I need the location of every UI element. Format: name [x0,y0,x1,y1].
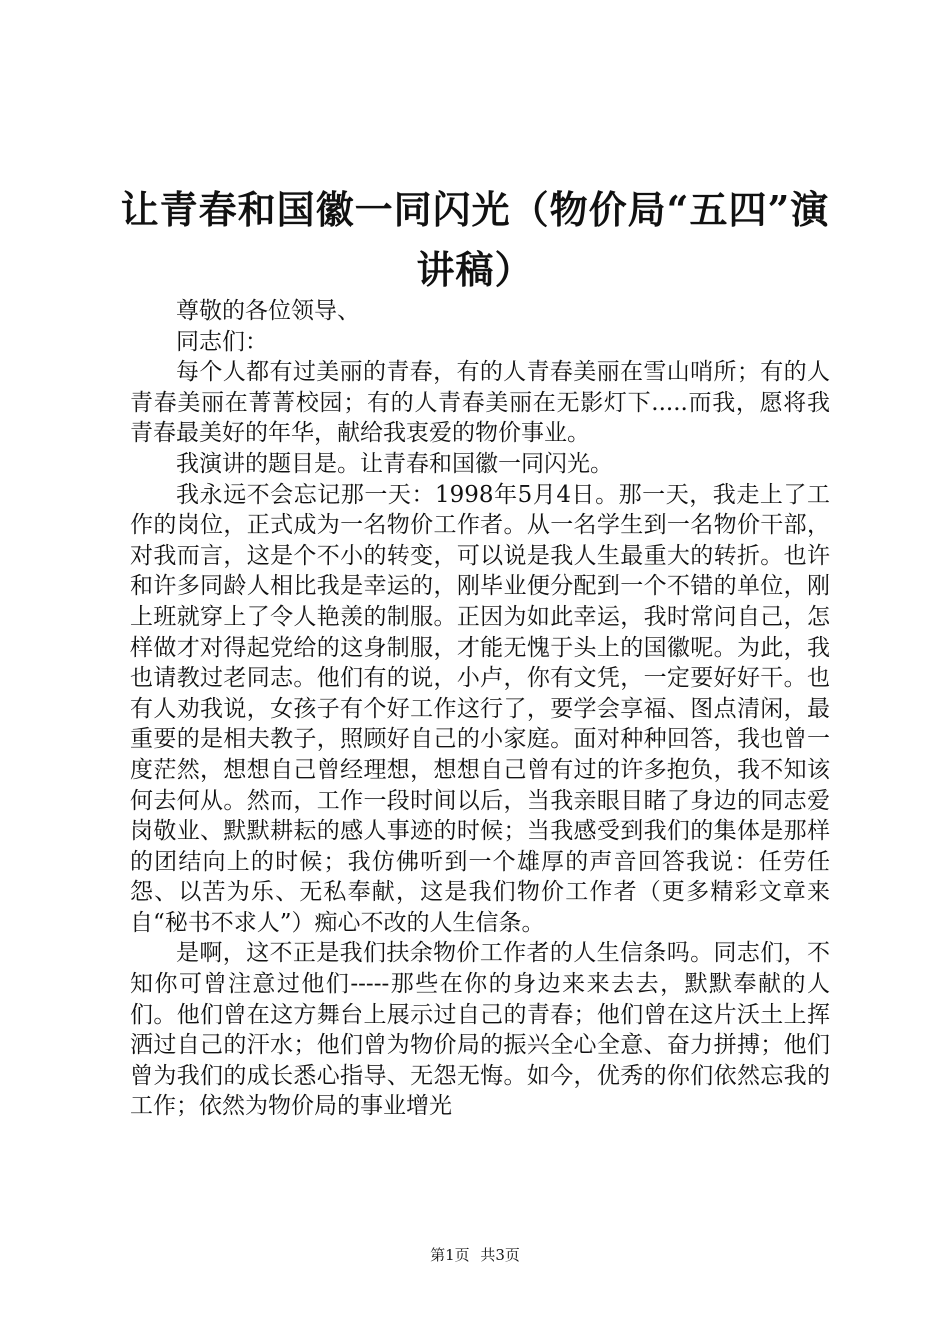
page-footer [0,1245,950,1265]
salutation-line-2: 同志们： [176,328,268,355]
salutation-line-1: 尊敬的各位领导、 [176,298,360,324]
page-number: 第1页 [430,1246,470,1264]
document-title: 让青春和国徽一同闪光（物价局“五四”演讲稿） [120,187,830,292]
paragraph-intro: 每个人都有过美丽的青春，有的人青春美丽在雪山哨所；有的人青春美丽在菁菁校园；有的人青春美丽在无影灯下.....而我，愿将我青春最美好的年华，献给我衷爱的物价事业。 [130,359,830,447]
paragraph-topic: 我演讲的题目是。让青春和国徽一同闪光。 [176,450,613,477]
paragraph-memory: 我永远不会忘记那一天：1998年5月4日。那一天，我走上了工作的岗位，正式成为一名物价工作者。从一名学生到一名物价干部，对我而言，这是个不小的转变，可以说是我人生最重大的转折。也许和许多同龄人相比我是幸运的，刚毕业便分配到一个不错的单位，刚上班就穿上了令人艳羡的制服。正因为如此幸运，我时常问自己，怎样做才对得起党给的这身制服，才能无愧于头上的国徽呢。为此，我也请教过老同志。他们有的说，小卢，你有文凭，一定要好好干。也有人劝我说，女孩子有个好工作这行了，要学会享福、图点清闲，最重要的是相夫教子，照顾好自己的小家庭。面对种种回答，我也曾一度茫然，想想自己曾经理想，想想自己曾有过的许多抱负，我不知该何去何从。然而，工作一段时间以后，当我亲眼目睹了身边的同志爱岗敬业、默默耕耘的感人事迹的时候；当我感受到我们的集体是那样的团结向上的时候；我仿佛听到一个雄厚的声音回答我说：任劳任怨、以苦为乐、无私奉献，这是我们物价工作者（更多精彩文章来自“秘书不求人”）痴心不改的人生信条。 [130,481,830,936]
paragraph-colleagues: 是啊，这不正是我们扶余物价工作者的人生信条吗。同志们，不知你可曾注意过他们-----那些在你的身边来来去去，默默奉献的人们。他们曾在这方舞台上展示过自己的青春；他们曾在这片沃土上挥洒过自己的汗水；他们曾为物价局的振兴全心全意、奋力拼搏；他们曾为我们的成长悉心指导、无怨无悔。如今，优秀的你们依然忘我的工作；依然为物价局的事业增光 [130,940,830,1120]
page-total: 共3页 [480,1246,520,1264]
document-body [130,296,830,1122]
